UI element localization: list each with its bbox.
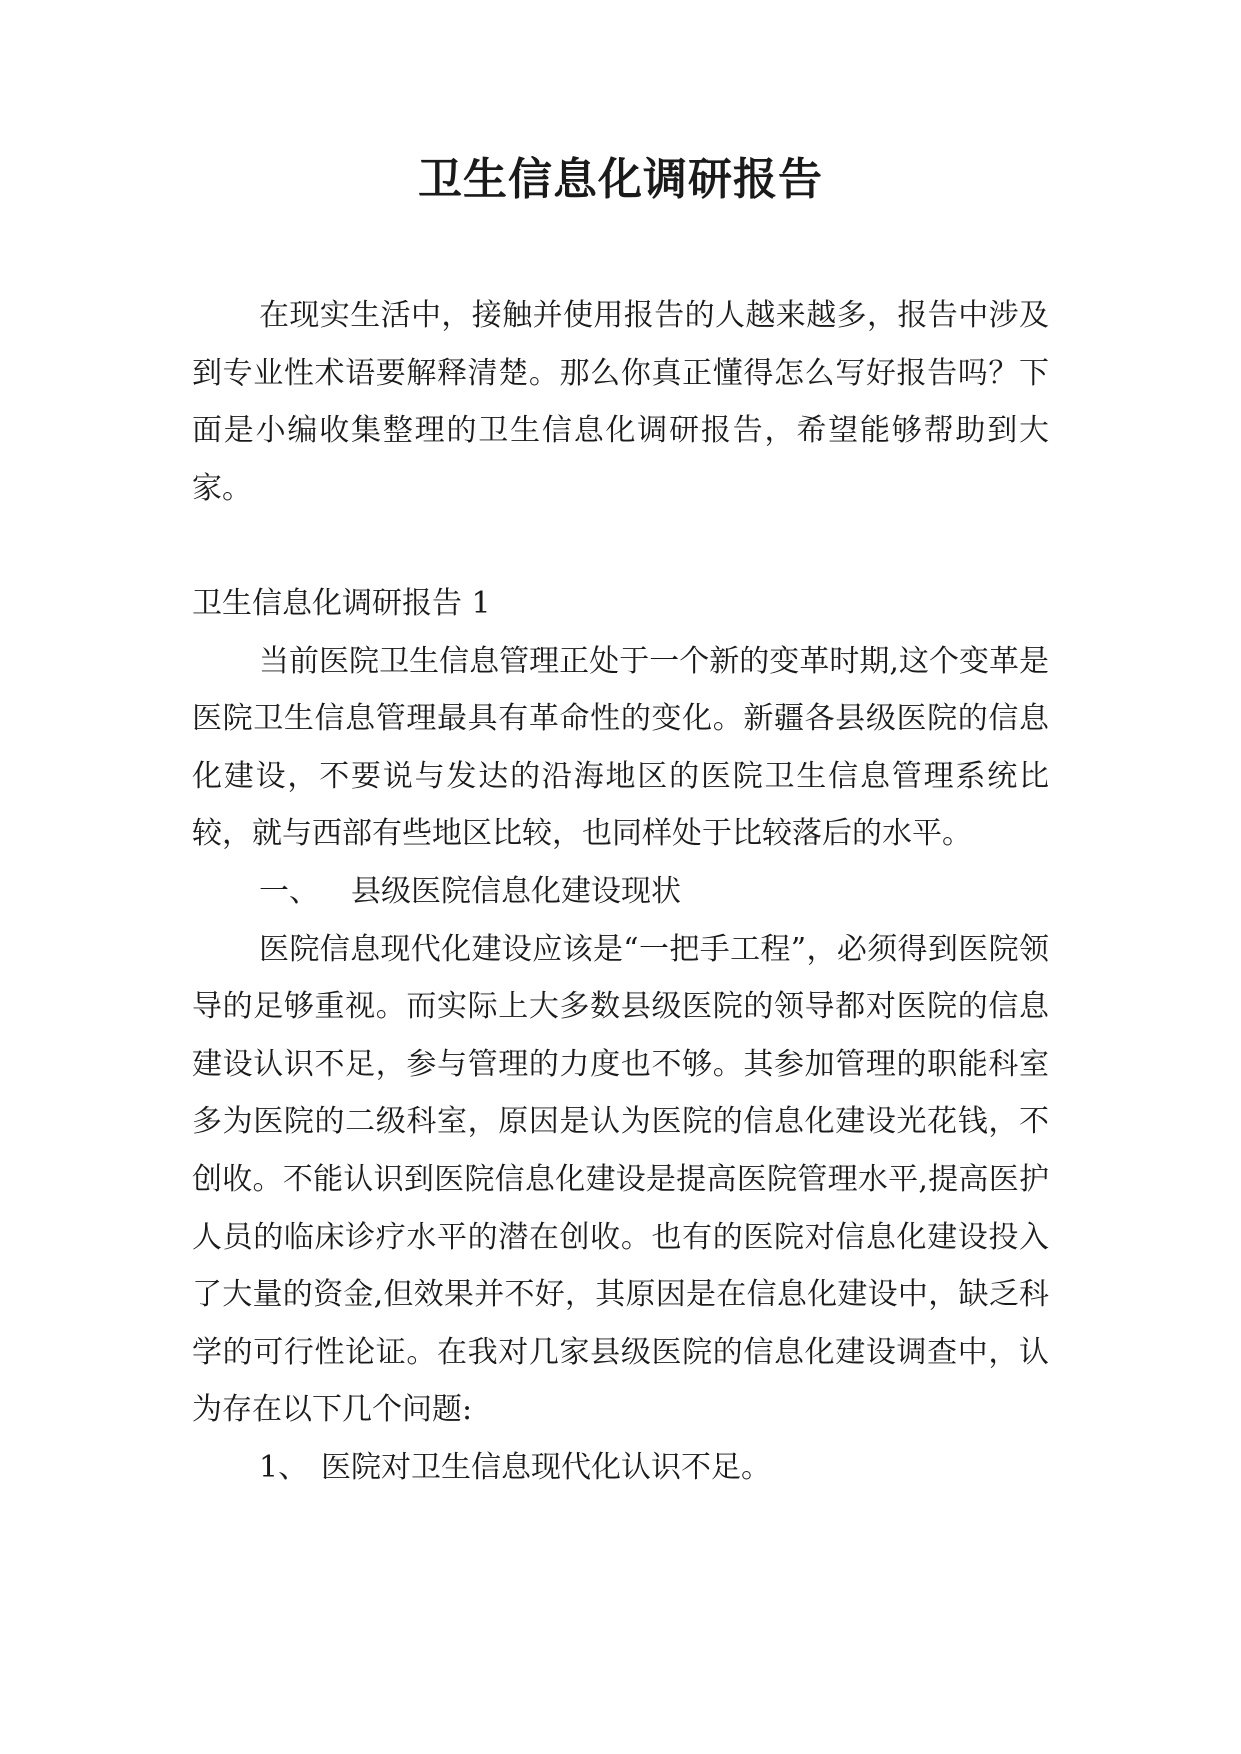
heading-number: 一、 [259, 873, 319, 909]
heading-text: 县级医院信息化建设现状 [351, 873, 681, 909]
document-body [192, 287, 1049, 1496]
body-paragraph-1: 当前医院卫生信息管理正处于一个新的变革时期,这个变革是医院卫生信息管理最具有革命性的变化。新疆各县级医院的信息化建设，不要说与发达的沿海地区的医院卫生信息管理系统比较，就与西部有些地区比较，也同样处于比较落后的水平。 [192, 643, 1049, 852]
list-item-1 [192, 1439, 1049, 1497]
list-item-number: 1、 [259, 1449, 309, 1485]
body-paragraph-2: 医院信息现代化建设应该是“一把手工程”，必须得到医院领导的足够重视。而实际上大多数县级医院的领导都对医院的信息建设认识不足，参与管理的力度也不够。其参加管理的职能科室多为医院的二级科室，原因是认为医院的信息化建设光花钱，不创收。不能认识到医院信息化建设是提高医院管理水平,提高医护人员的临床诊疗水平的潜在创收。也有的医院对信息化建设投入了大量的资金,但效果并不好，其原因是在信息化建设中，缺乏科学的可行性论证。在我对几家县级医院的信息化建设调查中，认为存在以下几个问题: [192, 931, 1049, 1428]
intro-paragraph: 在现实生活中，接触并使用报告的人越来越多，报告中涉及到专业性术语要解释清楚。那么你真正懂得怎么写好报告吗？下面是小编收集整理的卫生信息化调研报告，希望能够帮助到大家。 [192, 298, 1049, 506]
document-title: 卫生信息化调研报告 [418, 154, 823, 205]
paragraph-spacer [192, 517, 1049, 575]
section-heading-1 [192, 863, 1049, 921]
list-item-text: 医院对卫生信息现代化认识不足。 [321, 1449, 771, 1485]
section-title: 卫生信息化调研报告 1 [192, 585, 491, 621]
